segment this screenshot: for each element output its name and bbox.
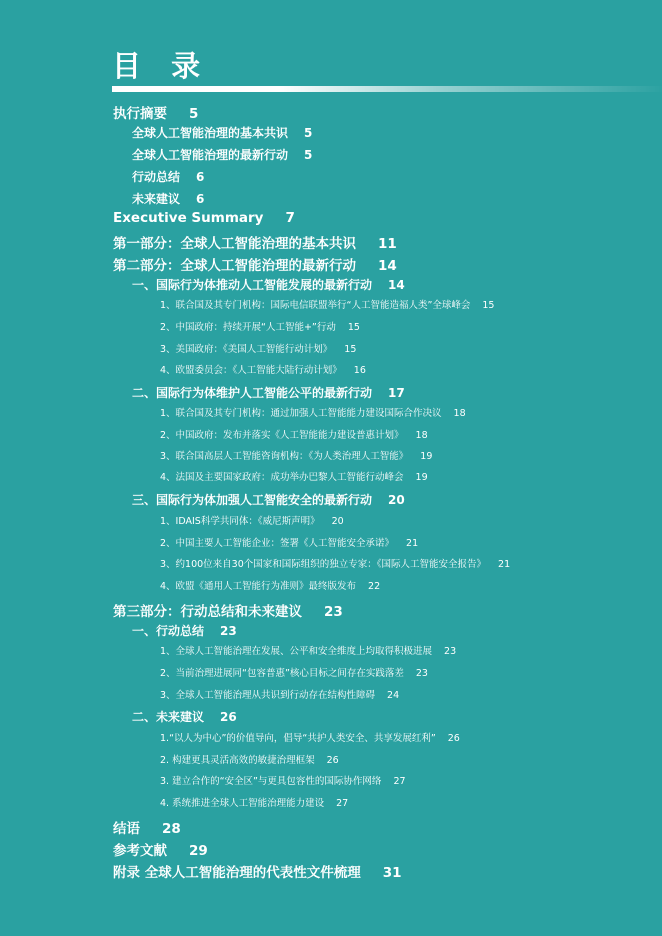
toc-entry[interactable] — [160, 341, 356, 355]
toc-entry-title: Executive Summary — [113, 210, 264, 226]
toc-entry-title: 3. 建立合作的“安全区”与更具包容性的国际协作网络 — [160, 776, 382, 787]
toc-entry-title: 4、法国及主要国家政府：成功举办巴黎人工智能行动峰会 — [160, 472, 404, 483]
toc-entry[interactable] — [132, 708, 237, 725]
toc-entry-title: 第一部分：全球人工智能治理的基本共识 — [113, 236, 356, 252]
toc-entry-title: 2. 构建更具灵活高效的敏捷治理框架 — [160, 755, 315, 766]
toc-entry-page: 6 — [196, 192, 205, 206]
toc-entry-page: 6 — [196, 170, 205, 184]
toc-entry-page: 29 — [189, 843, 208, 859]
toc-entry-page: 14 — [378, 258, 397, 274]
toc-entry[interactable] — [132, 276, 405, 293]
toc-entry-title: 一、国际行为体推动人工智能发展的最新行动 — [132, 278, 373, 292]
toc-entry[interactable] — [160, 795, 348, 809]
toc-entry[interactable] — [160, 362, 366, 376]
toc-entry-page: 15 — [344, 344, 357, 355]
toc-entry[interactable] — [160, 448, 432, 462]
toc-entry-page: 17 — [388, 386, 405, 400]
toc-entry-page: 21 — [406, 538, 419, 549]
toc-entry[interactable] — [160, 319, 360, 333]
toc-entry[interactable] — [160, 687, 399, 701]
toc-entry-title: 3、全球人工智能治理从共识到行动存在结构性障碍 — [160, 690, 376, 701]
toc-entry[interactable] — [160, 665, 428, 679]
toc-entry-page: 23 — [324, 604, 343, 620]
toc-entry-page: 23 — [220, 624, 237, 638]
toc-entry-page: 14 — [388, 278, 405, 292]
toc-entry-title: 附录 全球人工智能治理的代表性文件梳理 — [113, 865, 361, 881]
toc-entry-title: 2、中国主要人工智能企业：签署《人工智能安全承诺》 — [160, 538, 395, 549]
toc-entry[interactable] — [160, 643, 456, 657]
toc-entry-page: 24 — [387, 690, 400, 701]
toc-entry-title: 结语 — [113, 821, 140, 837]
toc-entry[interactable] — [160, 405, 466, 419]
toc-entry-title: 全球人工智能治理的基本共识 — [132, 126, 289, 140]
toc-entry[interactable] — [160, 730, 460, 744]
toc-entry-title: 4、欧盟委员会：《人工智能大陆行动计划》 — [160, 365, 342, 376]
toc-entry-title: 3、联合国高层人工智能咨询机构：《为人类治理人工智能》 — [160, 451, 409, 462]
toc-entry-title: 1、联合国及其专门机构：通过加强人工智能能力建设国际合作决议 — [160, 408, 442, 419]
toc-entry-page: 19 — [420, 451, 433, 462]
toc-entry[interactable] — [160, 578, 380, 592]
toc-entry[interactable] — [132, 384, 405, 401]
toc-entry[interactable] — [113, 861, 402, 881]
toc-entry-page: 16 — [353, 365, 366, 376]
toc-entry[interactable] — [160, 427, 428, 441]
toc-entry-page: 21 — [498, 559, 511, 570]
toc-entry-page: 7 — [285, 210, 295, 226]
toc-entry-title: 第二部分：全球人工智能治理的最新行动 — [113, 258, 356, 274]
toc-entry-page: 5 — [304, 148, 313, 162]
toc-entry[interactable] — [160, 513, 344, 527]
toc-entry[interactable] — [160, 469, 428, 483]
toc-entry[interactable] — [132, 622, 237, 639]
toc-entry[interactable] — [113, 232, 397, 252]
toc-entry-title: 参考文献 — [113, 843, 167, 859]
toc-entry[interactable] — [113, 817, 181, 837]
toc-entry-page: 5 — [304, 126, 313, 140]
toc-entry[interactable] — [113, 210, 295, 226]
toc-entry-page: 26 — [220, 710, 237, 724]
toc-entry[interactable] — [113, 600, 343, 620]
toc-entry-title: 1、联合国及其专门机构：国际电信联盟举行“人工智能造福人类”全球峰会 — [160, 300, 471, 311]
toc-entry[interactable] — [160, 535, 418, 549]
toc-entry[interactable] — [132, 190, 204, 207]
toc-entry-title: 1.“以人为中心”的价值导向，倡导“共护人类安全、共享发展红利” — [160, 733, 436, 744]
toc-entry-page: 15 — [347, 322, 360, 333]
toc-entry-title: 二、未来建议 — [132, 710, 205, 724]
toc-entry-page: 15 — [482, 300, 495, 311]
toc-entry-page: 18 — [453, 408, 466, 419]
toc-entry[interactable] — [160, 752, 339, 766]
toc-entry-title: 二、国际行为体维护人工智能公平的最新行动 — [132, 386, 373, 400]
toc-entry-title: 行动总结 — [132, 170, 181, 184]
toc-entry-title: 2、中国政府：持续开展“人工智能+”行动 — [160, 322, 336, 333]
toc-entry-title: 3、美国政府：《美国人工智能行动计划》 — [160, 344, 333, 355]
toc-entry[interactable] — [113, 102, 198, 122]
toc-entry-page: 19 — [415, 472, 428, 483]
toc-entry-page: 18 — [415, 430, 428, 441]
toc-entry-page: 26 — [326, 755, 339, 766]
toc-entry-title: 三、国际行为体加强人工智能安全的最新行动 — [132, 493, 373, 507]
toc-entry-page: 27 — [336, 798, 349, 809]
toc-entry-page: 5 — [189, 106, 199, 122]
toc-entry[interactable] — [160, 556, 510, 570]
toc-entry-page: 23 — [444, 646, 457, 657]
toc-entry-title: 1、全球人工智能治理在发展、公平和安全维度上均取得积极进展 — [160, 646, 433, 657]
toc-entry[interactable] — [132, 146, 312, 163]
toc-entry-title: 3、约100位来自30个国家和国际组织的独立专家：《国际人工智能安全报告》 — [160, 559, 487, 570]
toc-entry-page: 20 — [331, 516, 344, 527]
toc-entry-title: 2、中国政府：发布并落实《人工智能能力建设普惠计划》 — [160, 430, 404, 441]
toc-entry[interactable] — [132, 124, 312, 141]
toc-entry-title: 4、欧盟《通用人工智能行为准则》最终版发布 — [160, 581, 357, 592]
toc-entry[interactable] — [160, 297, 494, 311]
toc-entry-title: 4. 系统推进全球人工智能治理能力建设 — [160, 798, 325, 809]
toc-entry[interactable] — [113, 254, 397, 274]
toc-entry-page: 20 — [388, 493, 405, 507]
toc-entry-title: 2、当前治理进展同“包容普惠”核心目标之间存在实践落差 — [160, 668, 404, 679]
toc-entry[interactable] — [113, 839, 208, 859]
toc-entry[interactable] — [132, 168, 204, 185]
toc-entry-page: 27 — [393, 776, 406, 787]
toc-entry-title: 执行摘要 — [113, 106, 167, 122]
toc-entry-page: 11 — [378, 236, 397, 252]
toc-entry-title: 第三部分：行动总结和未来建议 — [113, 604, 302, 620]
toc-entry[interactable] — [132, 491, 405, 508]
toc-entry-title: 全球人工智能治理的最新行动 — [132, 148, 289, 162]
toc-entry-page: 23 — [415, 668, 428, 679]
toc-entry-page: 26 — [447, 733, 460, 744]
toc-entry-title: 未来建议 — [132, 192, 181, 206]
page-title: 目 录 — [112, 49, 211, 83]
toc-entry-page: 22 — [368, 581, 381, 592]
toc-entry-page: 31 — [382, 865, 402, 881]
toc-entry-title: 1、IDAIS科学共同体：《威尼斯声明》 — [160, 516, 320, 527]
toc-entry-title: 一、行动总结 — [132, 624, 205, 638]
toc-entry-page: 28 — [162, 821, 181, 837]
toc-entry[interactable] — [160, 773, 406, 787]
